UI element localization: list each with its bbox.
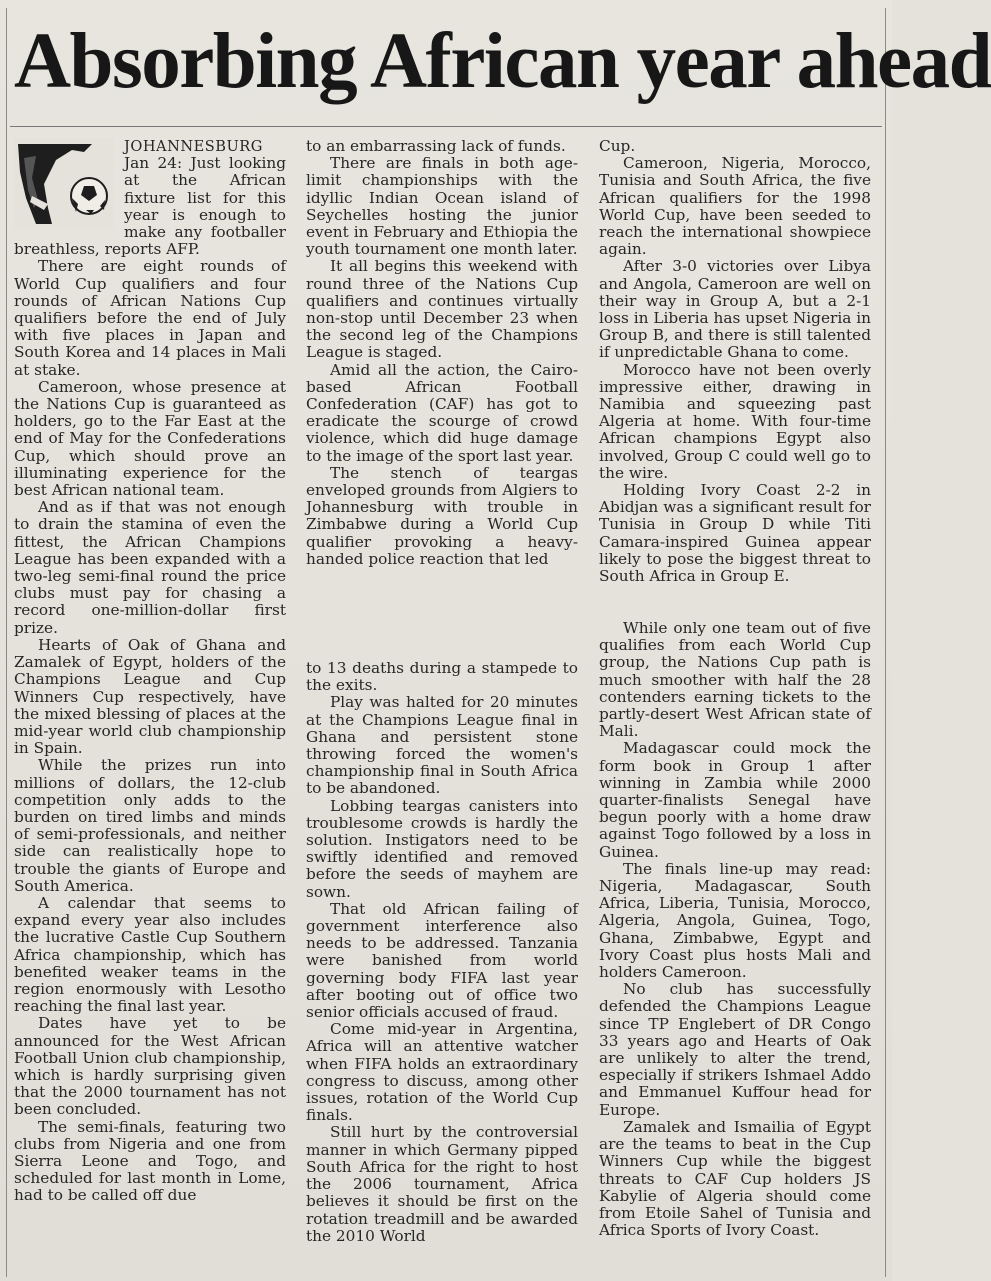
column-2-upper	[306, 138, 578, 568]
paragraph: The finals line-up may read: Nigeria, Madagascar, South Africa, Liberia, Tunisia, Morocco, Algeria, Angola, Guinea, Togo, Ghana, Zimbabwe, Egypt and Ivory Coast plus hosts Mali and holders Cameroon.	[599, 859, 871, 982]
paragraph: Dates have yet to be announced for the West African Football Union club championship, which is hardly surprising given that the 2000 tournament has not been concluded.	[14, 1014, 286, 1119]
column-3	[599, 138, 871, 1278]
paragraph-continued: to 13 deaths during a stampede to the exits.	[306, 659, 578, 695]
paragraph: The semi-finals, featuring two clubs from Nigeria and one from Sierra Leone and Togo, and scheduled for last month in Lome, had to be called off due	[14, 1117, 286, 1205]
paragraph: Morocco have not been overly impressive either, drawing in Namibia and squeezing past Algeria at home. With four-time African champions Egypt also involved, Group C could well go to the wire.	[599, 360, 871, 482]
paragraph: Amid all the action, the Cairo-based African Football Confederation (CAF) has got to eradicate the scourge of crowd violence, which did huge damage to the image of the sport last year.	[306, 360, 578, 465]
paragraph: A calendar that seems to expand every year also includes the lucrative Castle Cup Southern Africa championship, which has benefited weaker teams in the region enormously with Lesotho reaching the final last year.	[14, 893, 286, 1016]
headline: Absorbing African year ahead	[14, 18, 991, 105]
paragraph: No club has successfully defended the Champions League since TP Englebert of DR Congo 33 years ago and Hearts of Oak are unlikely to alter the trend, especially if strikers Ishmael Addo and Emmanuel Kuffour head for Europe.	[599, 980, 871, 1119]
dateline-date: Jan 24:	[124, 154, 183, 173]
paragraph: Cameroon, whose presence at the Nations Cup is guaranteed as holders, go to the Far East at the end of May for the Confederations Cup, which should prove an illuminating experience for the best African national team.	[14, 377, 286, 500]
football-player-kick-icon	[14, 138, 114, 228]
paragraph: The stench of teargas enveloped grounds from Algiers to Johannesburg with trouble in Zimbabwe during a World Cup qualifier provoking a heavy-handed police reaction that led	[306, 463, 578, 568]
paragraph: Madagascar could mock the form book in Group 1 after winning in Zambia while 2000 quarter-finalists Senegal have begun poorly with a home draw against Togo followed by a loss in Guinea.	[599, 739, 871, 861]
column-3-upper	[599, 138, 871, 585]
paragraph: While only one team out of five qualifies from each World Cup group, the Nations Cup path is much smoother with half the 28 contenders earning tickets to the partly-desert West African state of Mali.	[599, 619, 871, 741]
paragraph: It all begins this weekend with round three of the Nations Cup qualifiers and continues virtually non-stop until December 23 when the second leg of the Champions League is staged.	[306, 257, 578, 362]
paragraph: Zamalek and Ismailia of Egypt are the teams to beat in the Cup Winners Cup while the biggest threats to CAF Cup holders JS Kabylie of Algeria should come from Etoile Sahel of Tunisia and Africa Sports of Ivory Coast.	[599, 1117, 871, 1240]
paragraph-continued: Cup.	[599, 137, 636, 155]
paragraph: Hearts of Oak of Ghana and Zamalek of Egypt, holders of the Champions League and Cup Winners Cup respectively, have the mixed blessing of places at the mid-year world club championship in Spain.	[14, 635, 286, 758]
paragraph: Come mid-year in Argentina, Africa will an attentive watcher when FIFA holds an extraordinary congress to discuss, among other issues, rotation of the World Cup finals.	[306, 1020, 578, 1125]
paragraph: After 3-0 victories over Libya and Angola, Cameroon are well on their way in Group A, but a 2-1 loss in Liberia has upset Nigeria in Group B, and there is still talented if unpredictable Ghana to come.	[599, 257, 871, 362]
lead-paragraph: Just looking at the African fixture list for this year is enough to make any footballer breathless, reports AFP.	[14, 154, 287, 259]
column-3-lower	[599, 620, 871, 1239]
paragraph: Lobbing teargas canisters into troublesome crowds is hardly the solution. Instigators need to be swiftly identified and removed before the seeds of mayhem are sown.	[306, 796, 578, 901]
column-2	[306, 138, 578, 1278]
dateline-place: JOHANNESBURG	[124, 138, 263, 155]
paragraph: And as if that was not enough to drain the stamina of even the fittest, the African Champions League has been expanded with a two-leg semi-final round the price clubs must pay for chasing a record one-million-dollar first prize.	[14, 498, 286, 637]
paragraph: While the prizes run into millions of dollars, the 12-club competition only adds to the burden on tired limbs and minds of semi-professionals, and neither side can realistically hope to trouble the giants of Europe and South America.	[14, 756, 286, 895]
paragraph: There are finals in both age-limit championships with the idyllic Indian Ocean island of Seychelles hosting the junior event in February and Ethiopia the youth tournament one month later.	[306, 154, 578, 259]
paragraph-continued: to an embarrassing lack of funds.	[306, 137, 566, 155]
paragraph: There are eight rounds of World Cup qualifiers and four rounds of African Nations Cup qualifiers before the end of July with five places in Japan and South Korea and 14 places in Mali at stake.	[14, 257, 286, 379]
column-2-lower	[306, 660, 578, 1245]
column-1	[14, 138, 286, 1205]
paragraph: Still hurt by the controversial manner in which Germany pipped South Africa for the right to host the 2006 tournament, Africa believes it should be first on the rotation treadmill and be awarded the 2010 World	[306, 1123, 578, 1245]
headline-rule	[10, 126, 882, 127]
paragraph: Cameroon, Nigeria, Morocco, Tunisia and South Africa, the five African qualifiers for the 1998 World Cup, have been seeded to reach the international showpiece again.	[599, 154, 871, 259]
paragraph: That old African failing of government interference also needs to be addressed. Tanzania were banished from world governing body FIFA last year after booting out of office two senior officials accused of fraud.	[306, 899, 578, 1022]
paragraph: Holding Ivory Coast 2-2 in Abidjan was a significant result for Tunisia in Group D while Titi Camara-inspired Guinea appear likely to pose the biggest threat to South Africa in Group E.	[599, 481, 871, 586]
paragraph: Play was halted for 20 minutes at the Champions League final in Ghana and persistent stone throwing forced the women's championship final in South Africa to be abandoned.	[306, 693, 578, 798]
